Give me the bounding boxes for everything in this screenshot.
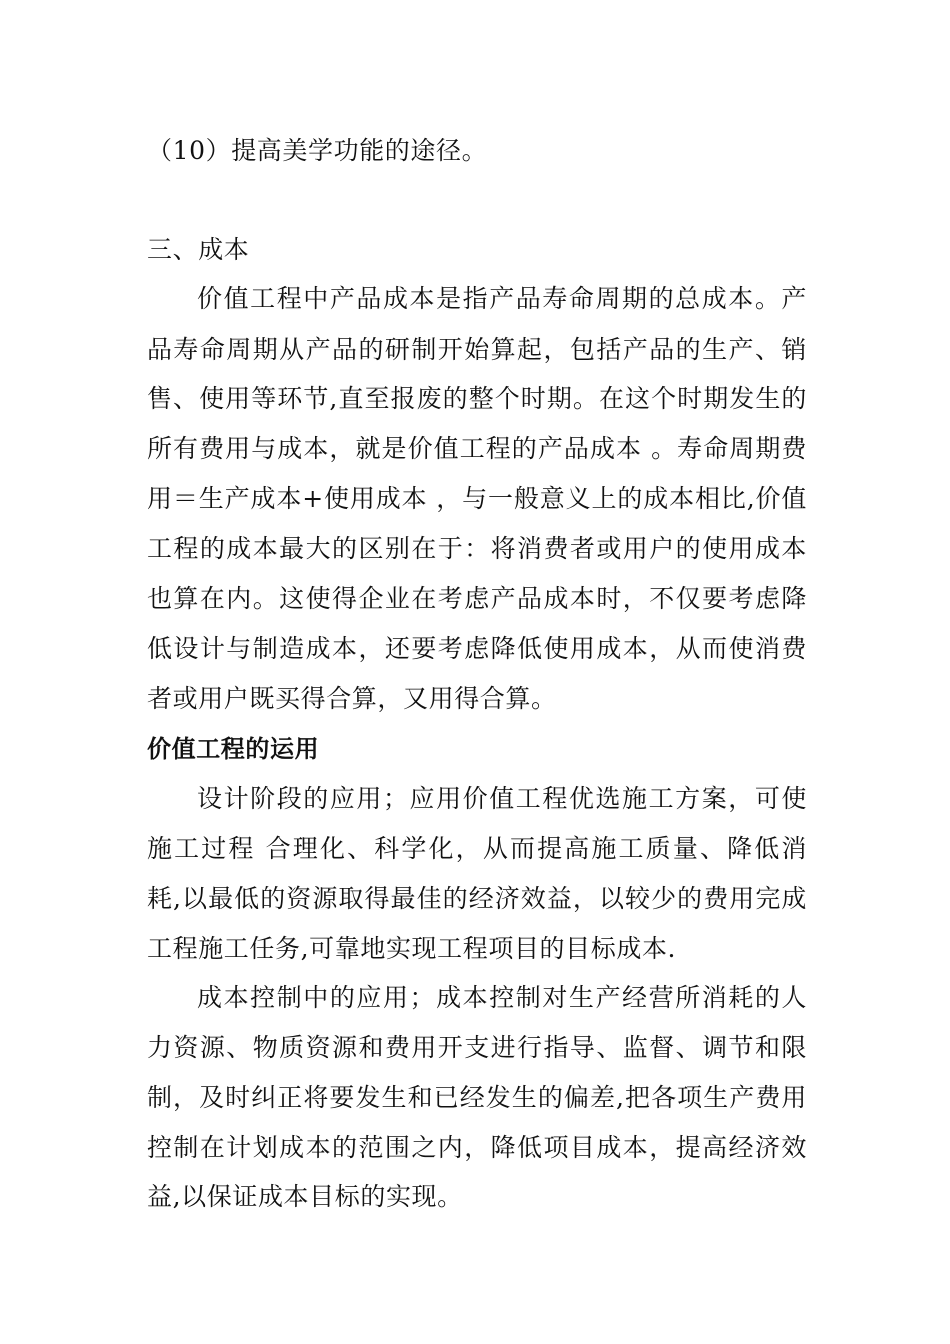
control-paragraph-line: 力资源、物质资源和费用开支进行指导、监督、调节和限	[147, 1033, 807, 1062]
control-paragraph-line: 益,以保证成本目标的实现。	[147, 1182, 463, 1211]
control-paragraph-line: 制，及时纠正将要发生和已经发生的偏差,把各项生产费用	[147, 1083, 807, 1112]
cost-paragraph-line: 售、使用等环节,直至报废的整个时期。在这个时期发生的	[147, 384, 807, 413]
cost-paragraph-line: 价值工程中产品成本是指产品寿命周期的总成本。产	[197, 284, 807, 313]
control-paragraph-line: 控制在计划成本的范围之内，降低项目成本，提高经济效	[147, 1133, 807, 1162]
cost-paragraph-line: 者或用户既买得合算，又用得合算。	[147, 684, 557, 713]
design-paragraph-line: 施工过程 合理化、科学化，从而提高施工质量、降低消	[147, 834, 807, 863]
cost-paragraph-line: 低设计与制造成本，还要考虑降低使用成本，从而使消费	[147, 634, 807, 663]
cost-paragraph-line: 工程的成本最大的区别在于：将消费者或用户的使用成本	[147, 534, 807, 563]
control-paragraph-line: 成本控制中的应用；成本控制对生产经营所消耗的人	[197, 983, 807, 1012]
design-paragraph-line: 设计阶段的应用；应用价值工程优选施工方案，可使	[197, 784, 807, 813]
item-10-line: （10）提高美学功能的途径。	[147, 136, 488, 165]
cost-paragraph-line: 用＝生产成本+使用成本 ，与一般意义上的成本相比,价值	[147, 484, 807, 513]
cost-paragraph-line: 所有费用与成本，就是价值工程的产品成本 。寿命周期费	[147, 434, 807, 463]
section-cost-heading: 三、成本	[147, 235, 250, 264]
cost-paragraph-line: 也算在内。这使得企业在考虑产品成本时，不仅要考虑降	[147, 584, 807, 613]
cost-paragraph-line: 品寿命周期从产品的研制开始算起，包括产品的生产、销	[147, 335, 807, 364]
section-application-heading: 价值工程的运用	[147, 735, 320, 763]
design-paragraph-line: 工程施工任务,可靠地实现工程项目的目标成本.	[147, 934, 677, 963]
design-paragraph-line: 耗,以最低的资源取得最佳的经济效益，以较少的费用完成	[147, 884, 807, 913]
